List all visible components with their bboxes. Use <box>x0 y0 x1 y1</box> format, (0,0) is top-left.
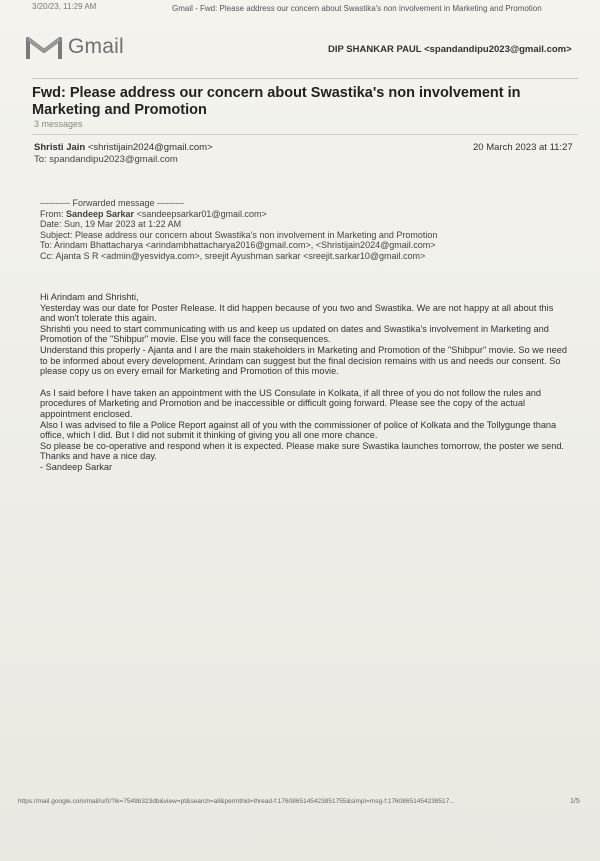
body-signature: - Sandeep Sarkar <box>40 461 113 472</box>
forwarded-from-name: Sandeep Sarkar <box>66 208 135 219</box>
sender-name: Shristi Jain <box>34 142 86 153</box>
body-paragraph-6: So please be co-operative and respond when it is expected. Please make sure Swastika launches tomorrow, the poster we send. <box>40 440 564 451</box>
body-paragraph-2: Shrishti you need to start communicating with us and keep us updated on dates and Swastika's involvement in Marketing and Promotion of the "Shibpur" movie. Else you will face the consequences. <box>40 323 549 345</box>
forwarded-header <box>40 198 560 262</box>
print-title: Gmail - Fwd: Please address our concern about Swastika's non involvement in Marketing and Promotion <box>172 4 542 13</box>
body-paragraph-4: As I said before I have taken an appointment with the US Consulate in Kolkata, if all three of you do not follow the rules and procedures of Marketing and Promotion and be inaccessible or difficult going forward. Please see the copy of the actual appointment enclosed. <box>40 387 542 419</box>
subject-divider <box>32 134 578 135</box>
forwarded-to: To: Arindam Bhattacharya <arindambhattacharya2016@gmail.com>, <Shristijain2024@gmail.com> <box>40 240 436 251</box>
print-url: https://mail.google.com/mail/u/0/?ik=7549b323db&view=pt&search=all&permthid=thread-f:1760865145423851755&simpl=msg-f:17608651454238517... <box>18 798 455 805</box>
body-paragraph-5: Also I was advised to file a Police Report against all of you with the commissioner of police of Kolkata and the Tollygunge thana office, which I did. But I did not submit it thinking of giving you all one more chance. <box>40 419 557 441</box>
message-recipient: To: spandandipu2023@gmail.com <box>34 154 178 165</box>
sender-email: <shristijain2024@gmail.com> <box>87 142 213 153</box>
body-greeting: Hi Arindam and Shrishti, <box>40 292 139 302</box>
page-number: 1/5 <box>570 798 580 805</box>
message-sender <box>34 142 213 153</box>
forwarded-divider: ---------- Forwarded message --------- <box>40 198 184 208</box>
message-count: 3 messages <box>34 119 83 129</box>
print-date: 3/20/23, 11:29 AM <box>32 2 97 11</box>
forwarded-from: From: Sandeep Sarkar <sandeepsarkar01@gmail.com> <box>40 208 267 219</box>
header-divider <box>32 78 578 79</box>
forwarded-subject: Subject: Please address our concern about Swastika's non involvement in Marketing and Promotion <box>40 229 438 240</box>
account-name: DIP SHANKAR PAUL <spandandipu2023@gmail.com> <box>328 44 572 55</box>
forwarded-date: Date: Sun, 19 Mar 2023 at 1:22 AM <box>40 219 182 230</box>
body-paragraph-3: Understand this properly - Ajanta and I are the main stakeholders in Marketing and Promotion of the "Shibpur" movie. So we need to be informed about every development. Arindam can suggest but the final decision remains with us and needs our consent. So please copy us on every email for Marketing and Promotion of this movie. <box>40 344 567 377</box>
gmail-logo <box>24 33 124 61</box>
forwarded-cc: Cc: Ajanta S R <admin@yesvidya.com>, sreejit Ayushman sarkar <sreejit.sarkar10@gmail.com> <box>40 250 426 261</box>
forwarded-from-email: <sandeepsarkar01@gmail.com> <box>136 208 267 219</box>
gmail-envelope-icon <box>24 33 64 61</box>
message-date: 20 March 2023 at 11:27 <box>473 142 573 153</box>
message-body <box>40 292 568 473</box>
thread-subject: Fwd: Please address our concern about Swastika's non involvement in Marketing and Promotion <box>32 85 521 118</box>
gmail-logo-text: Gmail <box>68 35 124 58</box>
body-closing: Thanks and have a nice day. <box>40 451 157 462</box>
body-paragraph-1: Yesterday was our date for Poster Release. It did happen because of you two and Swastika. We are not happy at all about this and won't tolerate this again. <box>40 302 554 324</box>
